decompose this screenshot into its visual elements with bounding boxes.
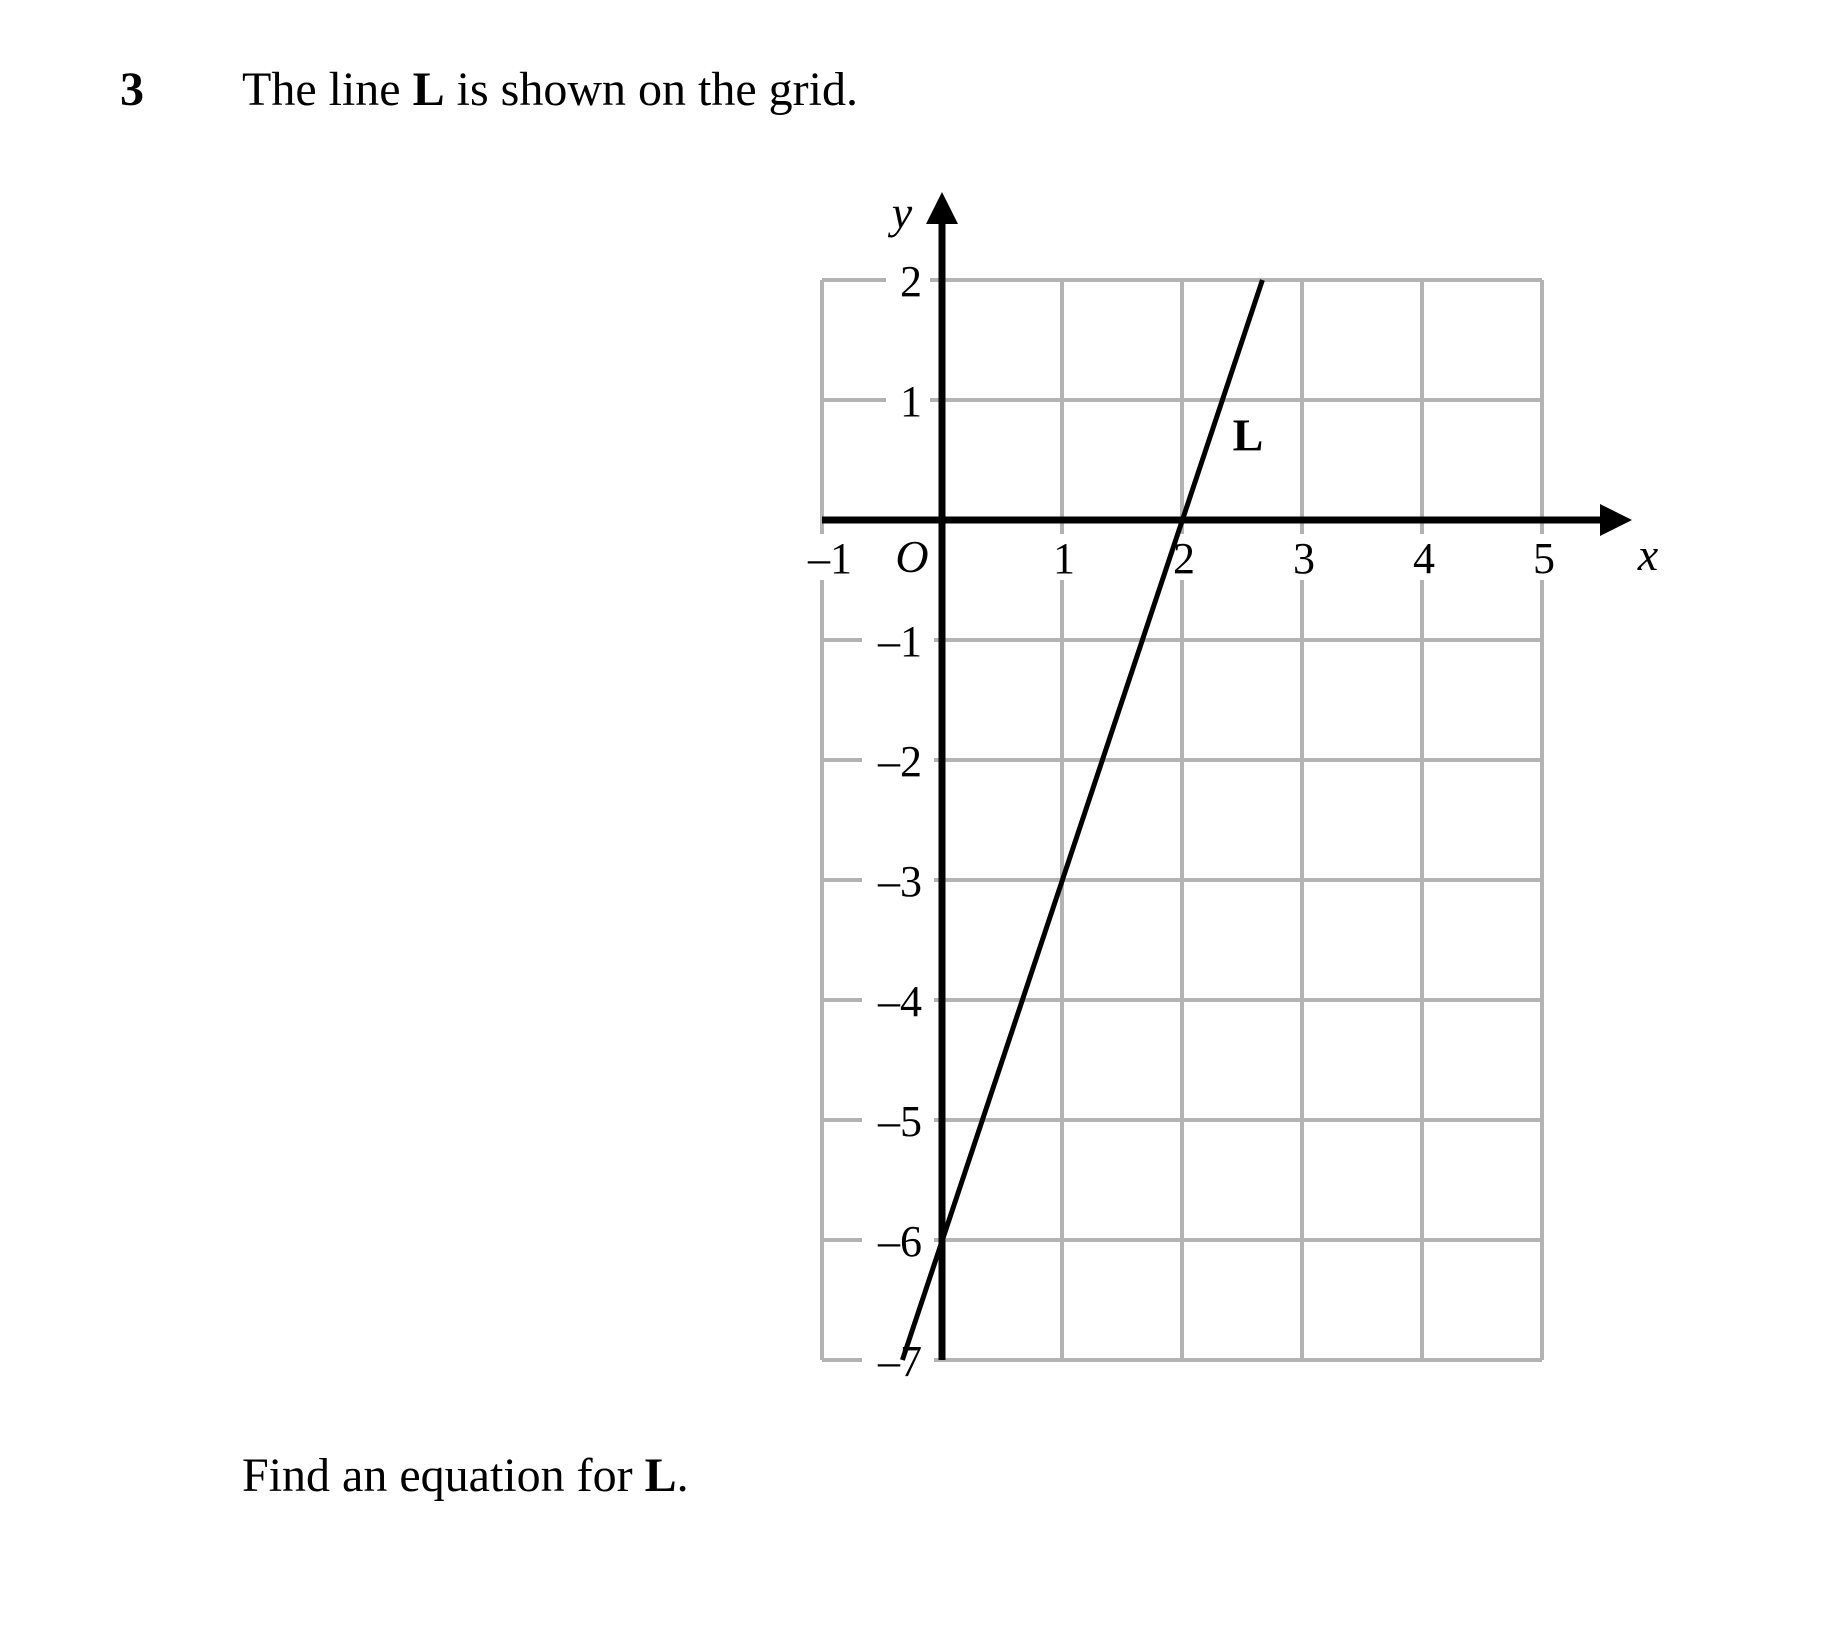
prompt-text-start: Find an equation for (242, 1449, 645, 1502)
x-tick-label: 2 (1173, 534, 1195, 583)
question-number: 3 (120, 63, 144, 116)
y-axis-label: y (891, 187, 913, 238)
question-prompt (242, 1449, 689, 1502)
line-l-label: L (1232, 409, 1264, 461)
y-tick-label: –3 (878, 857, 922, 906)
origin-label: O (895, 531, 929, 582)
y-tick-label: –6 (878, 1217, 922, 1266)
x-tick-label: 3 (1293, 534, 1315, 583)
x-axis-arrow-icon (1600, 504, 1632, 536)
x-tick-label: 5 (1533, 534, 1555, 583)
y-tick-label: –1 (878, 617, 922, 666)
line-name-bold: L (412, 63, 445, 116)
x-tick-label: –1 (808, 534, 852, 583)
line-l (902, 280, 1262, 1360)
y-tick-label: 2 (900, 257, 922, 306)
y-tick-label: –5 (878, 1097, 922, 1146)
y-axis-arrow-icon (926, 192, 958, 224)
question-text-end: is shown on the grid. (444, 63, 858, 116)
y-tick-label: –7 (878, 1337, 922, 1386)
question-text-start: The line (242, 63, 413, 116)
y-tick-label: 1 (900, 377, 922, 426)
prompt-text-end: . (676, 1449, 689, 1502)
series (902, 280, 1263, 1360)
x-tick-label: 4 (1413, 534, 1435, 583)
tick-labels (800, 187, 1659, 1386)
axes (822, 192, 1632, 1360)
y-tick-label: –2 (878, 737, 922, 786)
x-axis-label: x (1637, 529, 1659, 580)
y-tick-label: –4 (878, 977, 922, 1026)
grid-lines (822, 280, 1542, 1360)
x-tick-label: 1 (1053, 534, 1075, 583)
prompt-line-name-bold: L (644, 1449, 677, 1502)
